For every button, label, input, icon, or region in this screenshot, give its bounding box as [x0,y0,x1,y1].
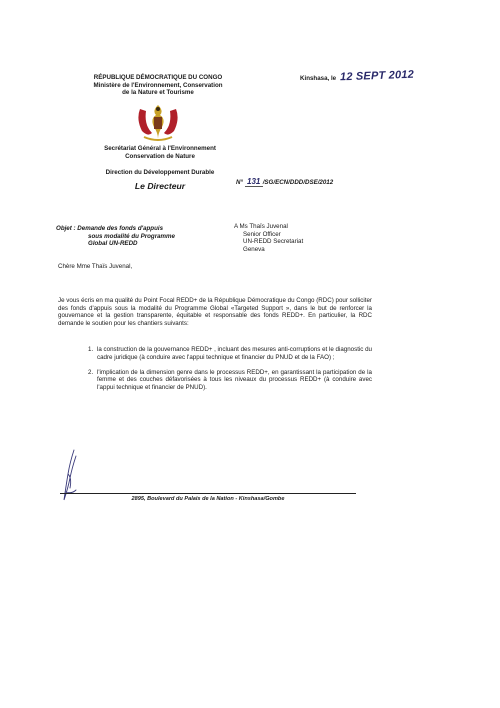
request-list [88,346,372,399]
secretariat-heading [70,145,250,160]
list-item [88,346,372,361]
list-item [88,369,372,392]
place-label: Kinshasa, le [300,75,337,82]
salutation: Chère Mme Thaïs Juvenal, [58,263,133,270]
recipient-address [234,223,303,253]
subject-line2: sous modalité du Programme [88,232,175,240]
subject-line1: Objet : Demande des fonds d'appuis [56,225,164,232]
reference-number [236,177,333,187]
secretariat-line1: Secrétariat Général à l'Environnement [104,145,216,152]
footer-divider [60,493,356,494]
footer-address: 2895, Boulevard du Palais de la Nation - Kinshasa/Gombe [131,496,285,502]
recipient-position: Senior Officer [243,230,281,238]
direction-heading: Direction du Développement Durable [105,169,215,176]
list-item-text: la construction de la gouvernance REDD+ , incluant des mesures anti-corruptions et le diagnostic du cadre juridique (à conduire avec l'appui technique et financier du PNUD et de la FAO) ; [97,346,372,361]
list-item-number: 2. [88,368,94,376]
list-item-text: l'implication de la dimension genre dans le processus REDD+, en garantissant la participation de la femme et des couches défavorisées à tous les niveaux du processus REDD+ (à conduire avec l'appui technique et financier de PNUD). [97,368,372,391]
ministry-name-line2: de la Nature et Tourisme [122,89,194,97]
subject-block [56,225,206,248]
recipient-name: A Ms Thaïs Juvenal [234,223,288,230]
reference-handwritten-number: 131 [245,177,263,187]
country-name: RÉPUBLIQUE DÉMOCRATIQUE DU CONGO [93,74,223,81]
secretariat-line2: Conservation de Nature [125,152,195,160]
ministry-letterhead [72,74,244,97]
date-stamp: 12 SEPT 2012 [339,68,415,84]
coat-of-arms-icon [134,103,182,143]
reference-suffix: /SG/ECN/DDD/DSE/2012 [262,179,334,186]
subject-line3: Global UN-REDD [88,240,138,248]
ministry-name-line1: Ministère de l'Environnement, Conservation [93,81,223,89]
recipient-organization: UN-REDD Secretariat [243,238,304,246]
list-item-number: 1. [88,346,94,353]
body-paragraph: Je vous écris en ma qualité du Point Focal REDD+ de la République Démocratique du Congo (RDC) pour solliciter des fonds d'appuis sous la modalité du Programme Global «Targeted Support », dans le but de renforcer la gouvernance et la gestion transparente, équitable et responsable des fonds REDD+. En particulier, la RDC demande le soutien pour les chantiers suivants: [58,297,372,327]
reference-prefix: N° [236,179,243,186]
recipient-city: Geneva [243,245,265,253]
director-title: Le Directeur [134,181,186,191]
